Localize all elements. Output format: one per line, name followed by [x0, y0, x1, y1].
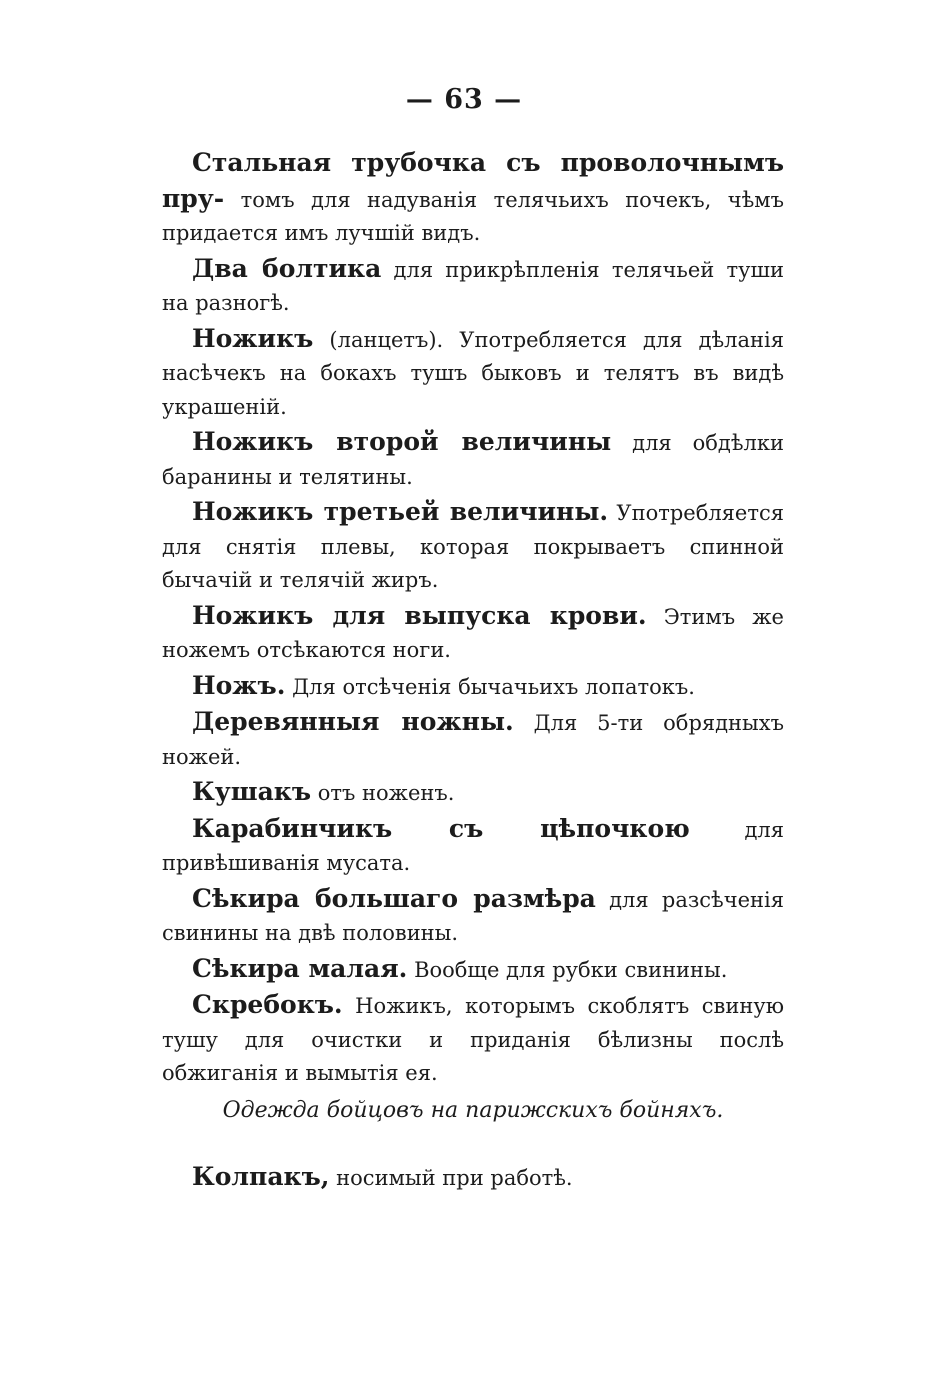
entry-description: Для 5-ти обрядныхъ ножей. — [162, 711, 784, 769]
entry-term: Сѣкира большаго размѣра — [192, 883, 596, 913]
entry-description: Вообще для рубки свинины. — [414, 957, 728, 982]
entry-term: Ножикъ второй величины — [192, 427, 612, 456]
clothing-list — [162, 1160, 784, 1197]
entry-term: Ножикъ для выпуска крови. — [192, 600, 647, 630]
entry-description: Ножикъ, которымъ скоблятъ свиную тушу для очистки и приданія бѣлизны послѣ обжиганія и вымытія ея. — [162, 994, 784, 1085]
list-item — [162, 952, 784, 988]
entry-description: для прикрѣпленія телячьей туши на разногѣ. — [162, 257, 784, 315]
tool-list — [162, 146, 784, 1092]
entry-description: Для отсѣченія бычачьихъ лопатокъ. — [292, 674, 695, 699]
list-item — [162, 775, 784, 811]
entry-term: Ножикъ — [192, 323, 314, 353]
entry-description: (ланцетъ). Употребляется для дѣланія насѣчекъ на бокахъ тушъ быковъ и телятъ въ видѣ украшеній. — [162, 327, 784, 419]
list-item — [162, 988, 784, 1091]
entry-description: отъ ноженъ. — [317, 781, 455, 805]
entry-term: Карабинчикъ съ цѣпочкою — [192, 813, 690, 843]
entry-term: Кушакъ — [192, 777, 312, 806]
entry-description: томъ для надуванія телячьихъ почекъ, чѣмъ придается имъ лучшій видъ. — [162, 187, 784, 245]
entry-description: Этимъ же ножемъ отсѣкаются ноги. — [162, 604, 784, 662]
entry-description: Употребляется для снятія плевы, которая покрываетъ спинной бычачій и телячій жиръ. — [162, 501, 784, 592]
entry-term: Колпакъ, — [192, 1162, 330, 1191]
list-item — [162, 1160, 784, 1196]
entry-description: для разсѣченія свинины на двѣ половины. — [162, 887, 784, 945]
page-number: — 63 — — [405, 84, 523, 115]
section-heading: Одежда бойцовъ на парижскихъ бойняхъ. — [222, 1098, 724, 1123]
entry-term: Деревянныя ножны. — [192, 707, 514, 736]
entry-description: для обдѣлки баранины и телятины. — [162, 431, 784, 489]
entry-term: Скребокъ. — [192, 990, 343, 1019]
list-item — [162, 146, 784, 251]
list-item — [162, 495, 784, 598]
list-item — [162, 705, 784, 774]
entry-term: Сѣкира малая. — [192, 953, 408, 983]
list-item — [162, 882, 784, 951]
list-item — [162, 425, 784, 494]
list-item — [162, 669, 784, 705]
entry-description: носимый при работѣ. — [336, 1166, 573, 1190]
list-item — [162, 252, 784, 321]
entry-description: для привѣшиванія мусата. — [162, 817, 784, 875]
list-item — [162, 322, 784, 425]
list-item — [162, 599, 784, 668]
entry-term: Стальная трубочка съ проволочнымъ пру- — [162, 148, 784, 213]
entry-term: Ножъ. — [192, 670, 286, 700]
entry-term: Два болтика — [192, 253, 382, 283]
entry-term: Ножикъ третьей величины. — [192, 497, 609, 526]
list-item — [162, 812, 784, 881]
